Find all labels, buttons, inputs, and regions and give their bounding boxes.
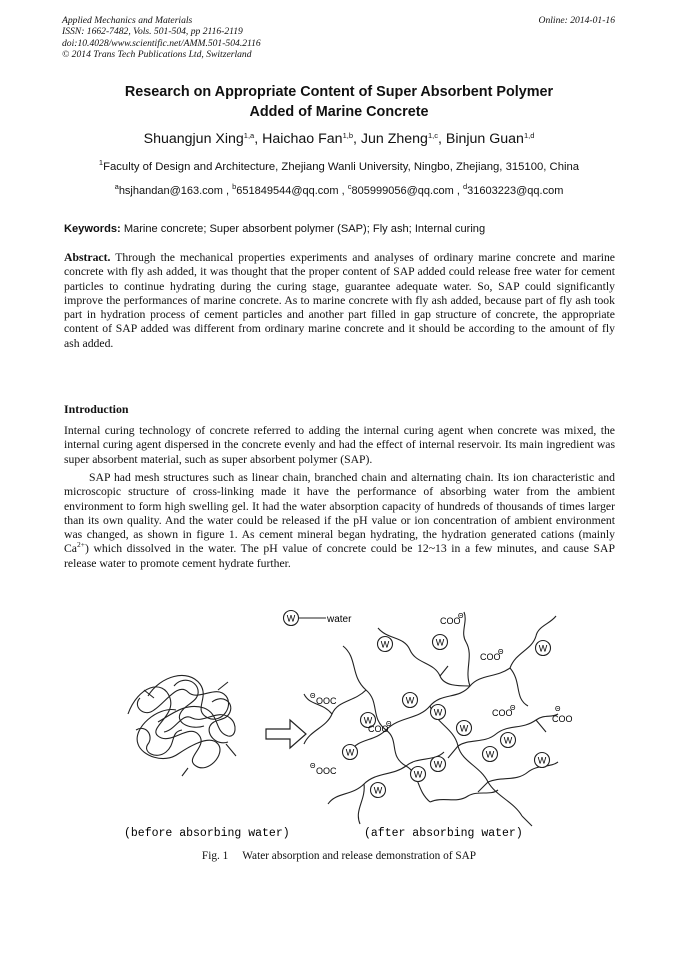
keywords bbox=[64, 223, 616, 235]
charge-mark: Θ bbox=[310, 693, 316, 700]
svg-text:W: W bbox=[345, 747, 355, 758]
figure-caption bbox=[62, 850, 616, 862]
water-molecule bbox=[378, 637, 393, 652]
charge-mark: Θ bbox=[458, 613, 464, 620]
svg-text:W: W bbox=[363, 715, 373, 726]
journal-copyright: © 2014 Trans Tech Publications Ltd, Switzerland bbox=[62, 49, 252, 61]
svg-text:W: W bbox=[433, 759, 443, 770]
author-affil-mark: 1,b bbox=[342, 131, 354, 140]
svg-text:W: W bbox=[413, 769, 423, 780]
journal-name: Applied Mechanics and Materials bbox=[62, 15, 193, 26]
svg-text:W: W bbox=[405, 695, 415, 706]
abstract-label: Abstract. bbox=[64, 251, 111, 264]
water-molecule bbox=[343, 745, 358, 760]
after-label: (after absorbing water) bbox=[364, 827, 523, 840]
email-address[interactable]: hsjhandan@163.com bbox=[118, 185, 223, 197]
coo-group: COO bbox=[368, 724, 389, 734]
svg-text:W: W bbox=[435, 637, 445, 648]
charge-mark: Θ bbox=[510, 705, 516, 712]
affil-mark: 1 bbox=[98, 158, 104, 167]
intro-paragraph-2 bbox=[64, 471, 615, 571]
water-molecule bbox=[431, 705, 446, 720]
water-molecule bbox=[371, 783, 386, 798]
email-address[interactable]: 31603223@qq.com bbox=[467, 185, 564, 197]
caption-number: Fig. 1 bbox=[201, 850, 229, 862]
abstract bbox=[64, 251, 615, 351]
online-date: Online: 2014-01-16 bbox=[538, 15, 615, 26]
introduction-heading: Introduction bbox=[64, 402, 129, 416]
charge-mark: Θ bbox=[498, 649, 504, 656]
svg-text:W: W bbox=[485, 749, 495, 760]
water-molecule bbox=[431, 757, 446, 772]
keywords-text: Marine concrete; Super absorbent polymer (SAP); Fly ash; Internal curing bbox=[123, 223, 486, 235]
svg-text:W: W bbox=[373, 785, 383, 796]
legend-label: water bbox=[327, 614, 352, 625]
water-molecule bbox=[411, 767, 426, 782]
water-molecule bbox=[501, 733, 516, 748]
email-address[interactable]: 651849544@qq.com bbox=[236, 185, 339, 197]
paper-title bbox=[62, 82, 616, 122]
svg-text:W: W bbox=[380, 639, 390, 650]
journal-issn: ISSN: 1662-7482, Vols. 501-504, pp 2116-2119 bbox=[62, 26, 243, 38]
ooc-group: OOC bbox=[316, 696, 337, 706]
email-mark: a bbox=[114, 182, 119, 191]
title-line-2: Added of Marine Concrete bbox=[249, 104, 429, 120]
svg-text:W: W bbox=[503, 735, 513, 746]
abstract-text: Through the mechanical properties experiments and analyses of ordinary marine concrete and marine concrete with fly ash added, it was thought that the proper content of SAP added could release free water for cement particles to continue hydrating during the curing stage, guarantee adequate water. So, SAP could significantly improve the performances of marine concrete. As to marine concrete with fly ash added, because part of fly ash took part in hydration process of cement particles and another part filled in gap structure of concrete, the appropriate content of SAP added was different from ordinary marine concrete and it should be according to the amount of fly ash added. bbox=[64, 251, 615, 350]
author-affil-mark: 1,c bbox=[427, 131, 438, 140]
intro-p2-text-cont: ) which dissolved in the water. The pH value of concrete could be 12~13 in a few minutes, and cause SAP release water to promote cement hydrate further. bbox=[64, 542, 615, 570]
coo-group: COO bbox=[440, 616, 461, 626]
author-name: Binjun Guan bbox=[445, 131, 524, 147]
coo-group: COO bbox=[480, 652, 501, 662]
charge-mark: Θ bbox=[386, 721, 392, 728]
author-list: Shuangjun Xing$^{1,a}$, Haichao Fan$^{1,b}$, Jun Zheng$^{1,c}$, Binjun Guan$^{1,d}$ bbox=[143, 131, 535, 147]
affiliation bbox=[62, 158, 616, 173]
water-molecule bbox=[536, 641, 551, 656]
charge-mark: Θ bbox=[555, 706, 561, 713]
coo-group: COO bbox=[492, 708, 513, 718]
journal-header bbox=[62, 15, 261, 61]
figure-background bbox=[118, 606, 563, 846]
email-address[interactable]: 805999056@qq.com bbox=[351, 185, 454, 197]
svg-text:W: W bbox=[459, 723, 469, 734]
keywords-label: Keywords: bbox=[64, 223, 121, 235]
charge-mark: Θ bbox=[310, 763, 316, 770]
water-molecule bbox=[535, 753, 550, 768]
author-affil-mark: 1,a bbox=[243, 131, 255, 140]
water-molecule bbox=[483, 747, 498, 762]
water-molecule bbox=[457, 721, 472, 736]
water-molecule bbox=[403, 693, 418, 708]
author-name: Jun Zheng bbox=[360, 131, 428, 147]
sap-figure bbox=[118, 606, 573, 846]
ooc-group: OOC bbox=[316, 766, 337, 776]
coo-group: COO bbox=[552, 714, 573, 724]
water-symbol: W bbox=[286, 613, 296, 624]
svg-text:W: W bbox=[537, 755, 547, 766]
water-molecule bbox=[433, 635, 448, 650]
email-mark: c bbox=[347, 182, 352, 191]
email-list: $^a$hsjhandan@163.com , $^b$651849544@qq.com , $^c$805999056@qq.com , $^d$31603223@qq.com bbox=[114, 182, 564, 197]
ion-charge: 2+ bbox=[76, 540, 85, 550]
intro-paragraph-1: Internal curing technology of concrete referred to adding the internal curing agent when concrete was mixed, the internal curing agent dispersed in the concrete evenly and had the effect of internal reservoir. Its main ingredient was super absorbent material, such as super absorbent polymer (SAP). bbox=[64, 424, 615, 466]
author-affil-mark: 1,d bbox=[523, 131, 535, 140]
intro-p2-text: SAP had mesh structures such as linear chain, branched chain and alternating chain. Its ion characteristic and microscopic structure of cross-linking made it have the performance of absorbing water from the ambient environment to form high swelling gel. It had the water absorption capacity of hundreds of thousands of times larger than its own quality. And the water could be released if the pH value or ion concentration of ambient environment was changed, as shown in figure 1. As cement mineral began hydrating, the hydration generated cations (mainly Ca bbox=[64, 471, 615, 556]
svg-text:W: W bbox=[538, 643, 548, 654]
journal-doi[interactable]: doi:10.4028/www.scientific.net/AMM.501-504.2116 bbox=[62, 37, 261, 49]
svg-text:W: W bbox=[433, 707, 443, 718]
author-name: Haichao Fan bbox=[262, 131, 343, 147]
title-line-1: Research on Appropriate Content of Super Absorbent Polymer bbox=[124, 84, 554, 100]
email-mark: b bbox=[232, 182, 237, 191]
email-mark: d bbox=[463, 182, 468, 191]
author-name: Shuangjun Xing bbox=[143, 131, 244, 147]
before-label: (before absorbing water) bbox=[124, 827, 290, 840]
affil-text: Faculty of Design and Architecture, Zhejiang Wanli University, Ningbo, Zhejiang, 315100, China bbox=[103, 161, 580, 173]
caption-text: Water absorption and release demonstration of SAP bbox=[242, 850, 477, 862]
